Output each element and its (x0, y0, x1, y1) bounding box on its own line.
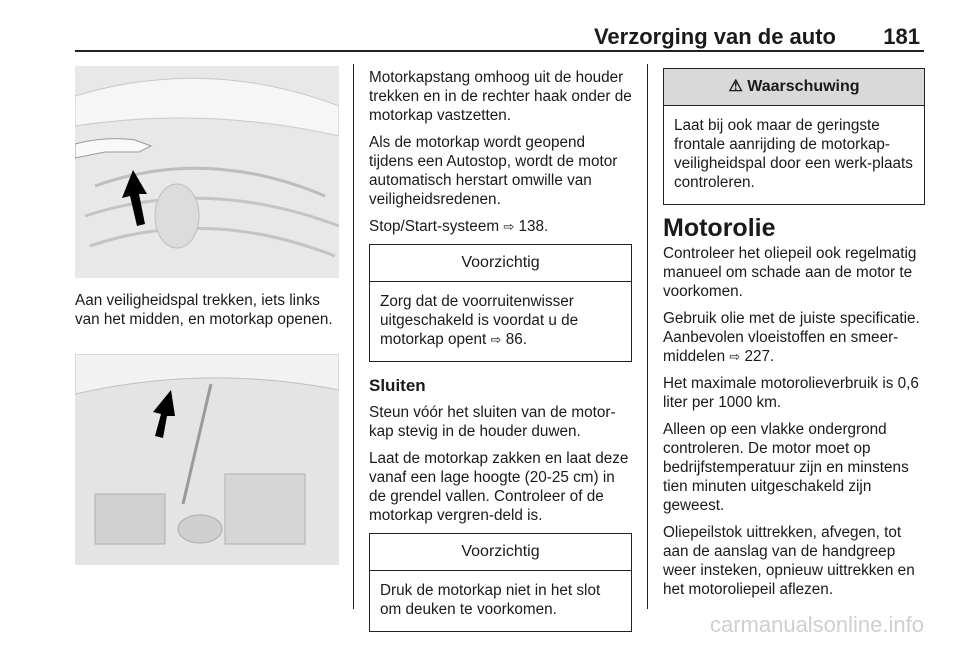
dipstick-paragraph: Oliepeilstok uittrekken, afvegen, tot aan de aanslag van de handgreep weer insteken, opnieuw uittrekken en het motoroliepeil aflezen. (663, 524, 915, 598)
page-ref[interactable]: 138. (518, 218, 549, 235)
warning-header (664, 69, 924, 106)
page-ref-icon: ⇨ (729, 349, 741, 364)
middle-column (369, 68, 632, 646)
caution-text: Druk de motorkap niet in het slot om deuken te voorkomen. (380, 582, 601, 618)
section-heading-motorolie: Motorolie (663, 214, 776, 242)
warning-text: Laat bij ook maar de geringste frontale aanrijding de motorkap-veiligheidspal door een werk-plaats controleren. (674, 117, 913, 191)
hood-rod-paragraph: Motorkapstang omhoog uit de houder trekken en in de rechter haak onder de motorkap vastzetten. (369, 69, 632, 124)
hand-lifting-hood-arrow-illustration (75, 66, 339, 278)
caution-box-wiper (369, 244, 632, 362)
oil-check-paragraph: Controleer het oliepeil ook regelmatig manueel om schade aan de motor te voorkomen. (663, 245, 917, 300)
caution-text: Zorg dat de voorruitenwisser uitgeschakeld is voordat u de motorkap opent (380, 293, 579, 348)
right-column (663, 68, 925, 607)
page-number: 181 (883, 24, 920, 49)
section-heading-sluiten: Sluiten (369, 376, 426, 395)
header-rule (75, 50, 924, 52)
page-ref[interactable]: 86. (505, 331, 527, 348)
page-ref-icon: ⇨ (490, 332, 502, 347)
warning-title: Waarschuwing (747, 78, 860, 95)
watermark: carmanualsonline.info (709, 612, 924, 637)
warning-triangle-icon: ⚠ (728, 78, 743, 95)
hood-release-figure (75, 66, 339, 278)
ref-text: Stop/Start-systeem (369, 218, 500, 235)
level-ground-paragraph: Alleen op een vlakke ondergrond controleren. De motor moet op bedrijfstemperatuur zijn en minstens tien minuten uitgeschakeld zijn geweest. (663, 421, 909, 514)
lower-hood-paragraph: Laat de motorkap zakken en laat deze vanaf een lage hoogte (20-25 cm) in de grendel vallen. Controleer of de motorkap vergren-deld is. (369, 450, 629, 524)
page-ref[interactable]: 227. (744, 348, 775, 365)
ref-text: Gebruik olie met de juiste specificatie. Aanbevolen vloeistoffen en smeer-middelen (663, 310, 920, 365)
column-divider-right (647, 64, 648, 609)
oil-consumption-paragraph: Het maximale motorolieverbruik is 0,6 liter per 1000 km. (663, 375, 919, 411)
warning-box (663, 68, 925, 205)
caution-title: Voorzichtig (370, 534, 631, 571)
left-column-caption (75, 291, 345, 337)
autostop-paragraph: Als de motorkap wordt geopend tijdens een Autostop, wordt de motor automatisch herstart omwille van veiligheidsredenen. (369, 134, 618, 208)
figure-caption: Aan veiligheidspal trekken, iets links van het midden, en motorkap openen. (75, 292, 333, 328)
hood-stay-figure (75, 354, 339, 565)
column-divider-left (353, 64, 354, 609)
caution-title: Voorzichtig (370, 245, 631, 282)
caution-box-dents (369, 533, 632, 632)
stop-start-reference (369, 217, 632, 236)
caution-body (370, 282, 631, 361)
oil-spec-paragraph (663, 309, 925, 366)
support-paragraph: Steun vóór het sluiten van de motor-kap stevig in de houder duwen. (369, 404, 616, 440)
page-ref-icon: ⇨ (503, 219, 515, 234)
page-header-title: Verzorging van de auto (593, 24, 836, 49)
hood-stay-arrow-illustration (75, 354, 339, 565)
